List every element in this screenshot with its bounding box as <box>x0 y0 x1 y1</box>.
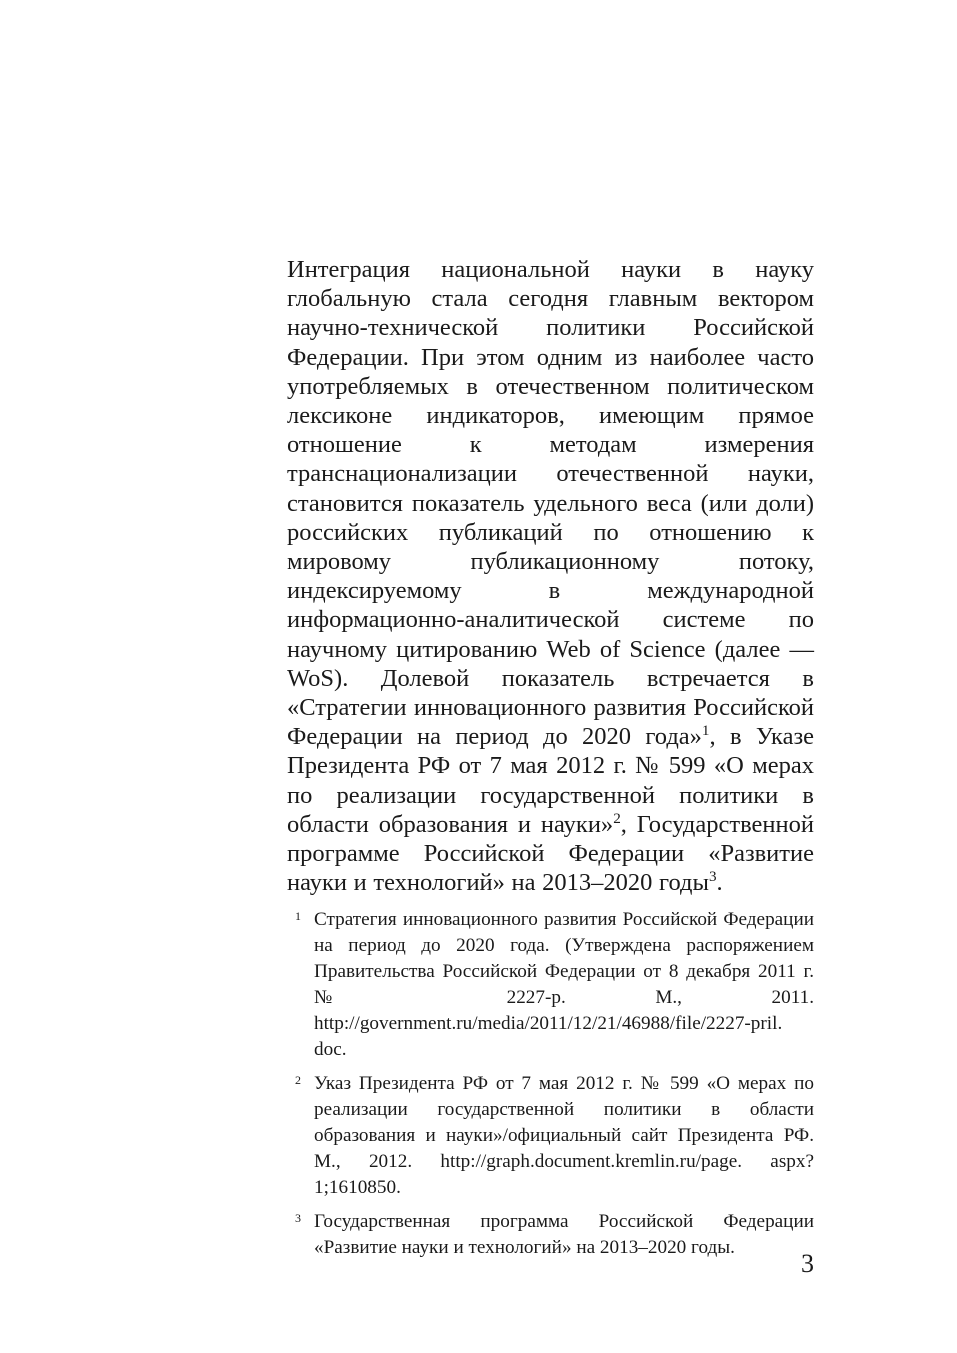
footnote-ref-1[interactable]: 1 <box>701 722 710 740</box>
body-paragraph <box>287 255 814 897</box>
body-text-part-3: , Государственной программе Российской Федерации «Развитие науки и технологий» на 2013–2020 годы <box>287 810 814 897</box>
body-text-part-4: . <box>716 869 723 897</box>
footnote-number: 3 <box>295 1211 301 1225</box>
footnote-2 <box>287 1071 814 1201</box>
footnote-text: Государственная программа Российской Федерации «Развитие науки и технологий» на 2013–2020 годы. <box>314 1211 814 1258</box>
footnote-3 <box>287 1209 814 1261</box>
footnote-text: Указ Президента РФ от 7 мая 2012 г. № 599 «О мерах по реализации государственной политики в области образования и науки»/официальный сайт Президента РФ. М., 2012. http://graph.document.kremlin.ru/page. aspx? 1;1610850. <box>314 1073 814 1198</box>
footnote-ref-3[interactable]: 3 <box>708 868 717 886</box>
page-number: 3 <box>801 1249 814 1278</box>
footnote-ref-2[interactable]: 2 <box>613 809 621 827</box>
footnotes-list <box>287 907 814 1269</box>
footnote-number: 2 <box>295 1073 301 1087</box>
footnote-text: Стратегия инновационного развития Российской Федерации на период до 2020 года. (Утверждена распоряжением Правительства Российской Федерации от 8 декабря 2011 г. № 2227-р. М., 2011. http://government.ru/media/2011/12/21/46988/file/2227-pril. doc. <box>314 909 814 1060</box>
body-text-part-1: Интеграция национальной науки в науку глобальную стала сегодня главным вектором научно-технической политики Российской Федерации. При этом одним из наиболее часто употребляемых в отечественном политическом лексиконе индикаторов, имеющим прямое отношение к методам измерения транснационализации отечественной науки, становится показатель удельного веса (или доли) российских публикаций по отношению к мировому публикационному потоку, индексируемому в международной информационно-аналитической системе по научному цитированию Web of Science (далее — WoS). Долевой показатель встречается в «Стратегии инновационного развития Российской Федерации на период до 2020 года» <box>287 256 814 751</box>
footnote-1 <box>287 907 814 1063</box>
body-text-part-2: , в Указе Президента РФ от 7 мая 2012 г. № 599 «О мерах по реализации государственной политики в области образования и науки» <box>287 723 814 838</box>
footnote-number: 1 <box>295 909 301 923</box>
